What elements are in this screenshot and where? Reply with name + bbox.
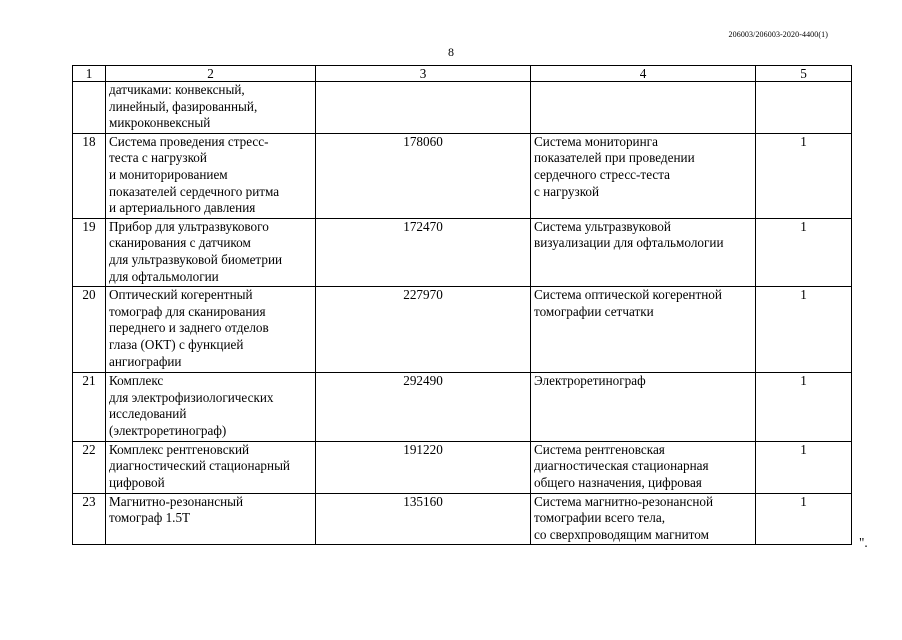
- equipment-name: Система проведения стресс- теста с нагрузкой и мониторированием показателей сердечного ритма и артериального давления: [106, 133, 316, 218]
- equipment-code: 135160: [316, 493, 531, 545]
- column-header-2: 2: [106, 66, 316, 82]
- page-number: 8: [448, 45, 454, 59]
- equipment-quantity: [756, 82, 852, 134]
- equipment-quantity: 1: [756, 493, 852, 545]
- table-row: [73, 82, 852, 134]
- row-number: [73, 82, 106, 134]
- equipment-table: [72, 65, 852, 545]
- column-header-5: 5: [756, 66, 852, 82]
- row-number: 22: [73, 441, 106, 493]
- row-number: 18: [73, 133, 106, 218]
- table-row: [73, 133, 852, 218]
- row-number: 19: [73, 218, 106, 286]
- equipment-code: 172470: [316, 218, 531, 286]
- closing-quote-mark: ".: [859, 535, 868, 550]
- equipment-name: Комплекс рентгеновский диагностический стационарный цифровой: [106, 441, 316, 493]
- equipment-quantity: 1: [756, 287, 852, 373]
- equipment-code: 178060: [316, 133, 531, 218]
- equipment-description: Система ультразвуковой визуализации для офтальмологии: [531, 218, 756, 286]
- equipment-quantity: 1: [756, 133, 852, 218]
- equipment-name: Оптический когерентный томограф для сканирования переднего и заднего отделов глаза (ОКТ) с функцией ангиографии: [106, 287, 316, 373]
- column-header-1: 1: [73, 66, 106, 82]
- equipment-description: Система магнитно-резонансной томографии всего тела, со сверхпроводящим магнитом: [531, 493, 756, 545]
- table-row: [73, 287, 852, 373]
- table-row: [73, 373, 852, 441]
- equipment-name: Комплекс для электрофизиологических исследований (электроретинограф): [106, 373, 316, 441]
- table-row: [73, 441, 852, 493]
- table-row: [73, 493, 852, 545]
- equipment-code: 227970: [316, 287, 531, 373]
- row-number: 21: [73, 373, 106, 441]
- equipment-code: [316, 82, 531, 134]
- table-header-row: [73, 66, 852, 82]
- equipment-name: датчиками: конвексный, линейный, фазированный, микроконвексный: [106, 82, 316, 134]
- equipment-description: Электроретинограф: [531, 373, 756, 441]
- equipment-quantity: 1: [756, 373, 852, 441]
- table-row: [73, 218, 852, 286]
- equipment-description: Система оптической когерентной томографии сетчатки: [531, 287, 756, 373]
- equipment-quantity: 1: [756, 218, 852, 286]
- document-id: 206003/206003-2020-4400(1): [728, 30, 828, 39]
- equipment-code: 191220: [316, 441, 531, 493]
- equipment-description: [531, 82, 756, 134]
- equipment-code: 292490: [316, 373, 531, 441]
- equipment-name: Магнитно-резонансный томограф 1.5Т: [106, 493, 316, 545]
- equipment-description: Система мониторинга показателей при проведении сердечного стресс-теста с нагрузкой: [531, 133, 756, 218]
- row-number: 23: [73, 493, 106, 545]
- equipment-description: Система рентгеновская диагностическая стационарная общего назначения, цифровая: [531, 441, 756, 493]
- column-header-4: 4: [531, 66, 756, 82]
- row-number: 20: [73, 287, 106, 373]
- column-header-3: 3: [316, 66, 531, 82]
- equipment-name: Прибор для ультразвукового сканирования с датчиком для ультразвуковой биометрии для офтальмологии: [106, 218, 316, 286]
- equipment-quantity: 1: [756, 441, 852, 493]
